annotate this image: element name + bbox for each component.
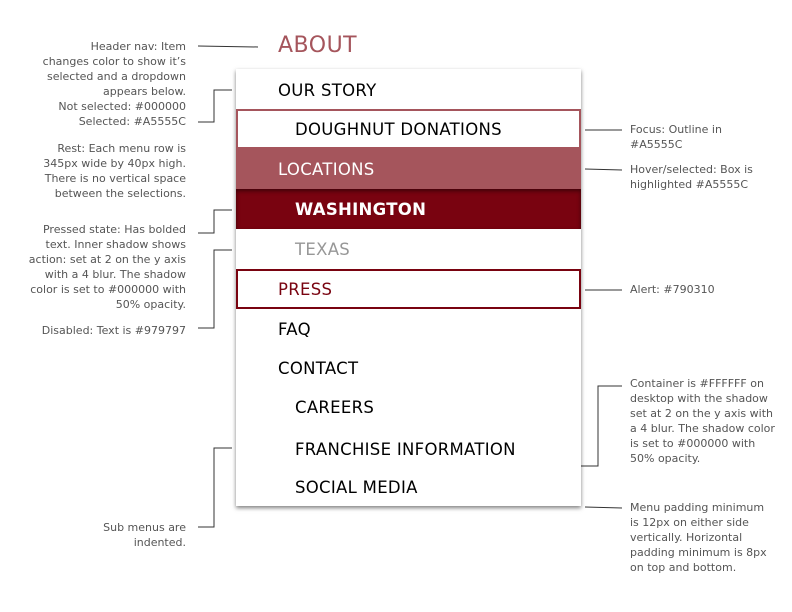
connector-padding: [585, 507, 622, 508]
note-focus: Focus: Outline in #A5555C: [630, 123, 722, 151]
connector-pressed: [198, 210, 232, 233]
menu-item-faq[interactable]: FAQ: [278, 319, 311, 339]
menu-item-franchise-information[interactable]: FRANCHISE INFORMATION: [295, 439, 516, 459]
menu-item-contact[interactable]: CONTACT: [278, 358, 359, 378]
connector-container: [580, 386, 622, 466]
menu-item-social-media[interactable]: SOCIAL MEDIA: [295, 477, 418, 497]
connector-header: [198, 46, 258, 47]
menu-item-washington[interactable]: WASHINGTON: [236, 189, 581, 229]
menu-item-doughnut-donations[interactable]: DOUGHNUT DONATIONS: [236, 109, 581, 149]
note-alert: Alert: #790310: [630, 283, 715, 296]
menu-item-locations[interactable]: LOCATIONS: [236, 149, 581, 189]
note-padding: Menu padding minimum is 12px on either side vertically. Horizontal padding minimum is 8px on top and bottom.: [630, 501, 767, 574]
menu-item-our-story[interactable]: OUR STORY: [278, 80, 377, 100]
menu-item-careers[interactable]: CAREERS: [295, 397, 375, 417]
menu-item-press[interactable]: PRESS: [236, 269, 581, 309]
header-nav-about[interactable]: ABOUT: [278, 33, 358, 58]
connector-disabled: [198, 250, 232, 328]
note-disabled: Disabled: Text is #979797: [41, 324, 186, 337]
dropdown-menu: [236, 69, 581, 506]
connector-submenus: [198, 448, 232, 527]
connector-rest: [198, 90, 232, 122]
note-hover: Hover/selected: Box is highlighted #A5555C: [630, 163, 753, 191]
note-rest: Rest: Each menu row is 345px wide by 40px high. There is no vertical space between the selections.: [43, 142, 186, 200]
note-container: Container is #FFFFFF on desktop with the shadow set at 2 on the y axis with a 4 blur. The shadow color is set to #000000 with 50% opacity.: [630, 377, 775, 465]
note-pressed: Pressed state: Has bolded text. Inner shadow shows action: set at 2 on the y axis with a 4 blur. The shadow color is set to #000000 with 50% opacity.: [28, 223, 186, 311]
note-submenus: Sub menus are indented.: [103, 521, 186, 549]
menu-item-texas: TEXAS: [295, 239, 351, 259]
connector-hover: [585, 169, 622, 170]
note-header-nav: Header nav: Item changes color to show it’s selected and a dropdown appears below. Not selected: #000000 Selected: #A5555C: [42, 40, 186, 128]
